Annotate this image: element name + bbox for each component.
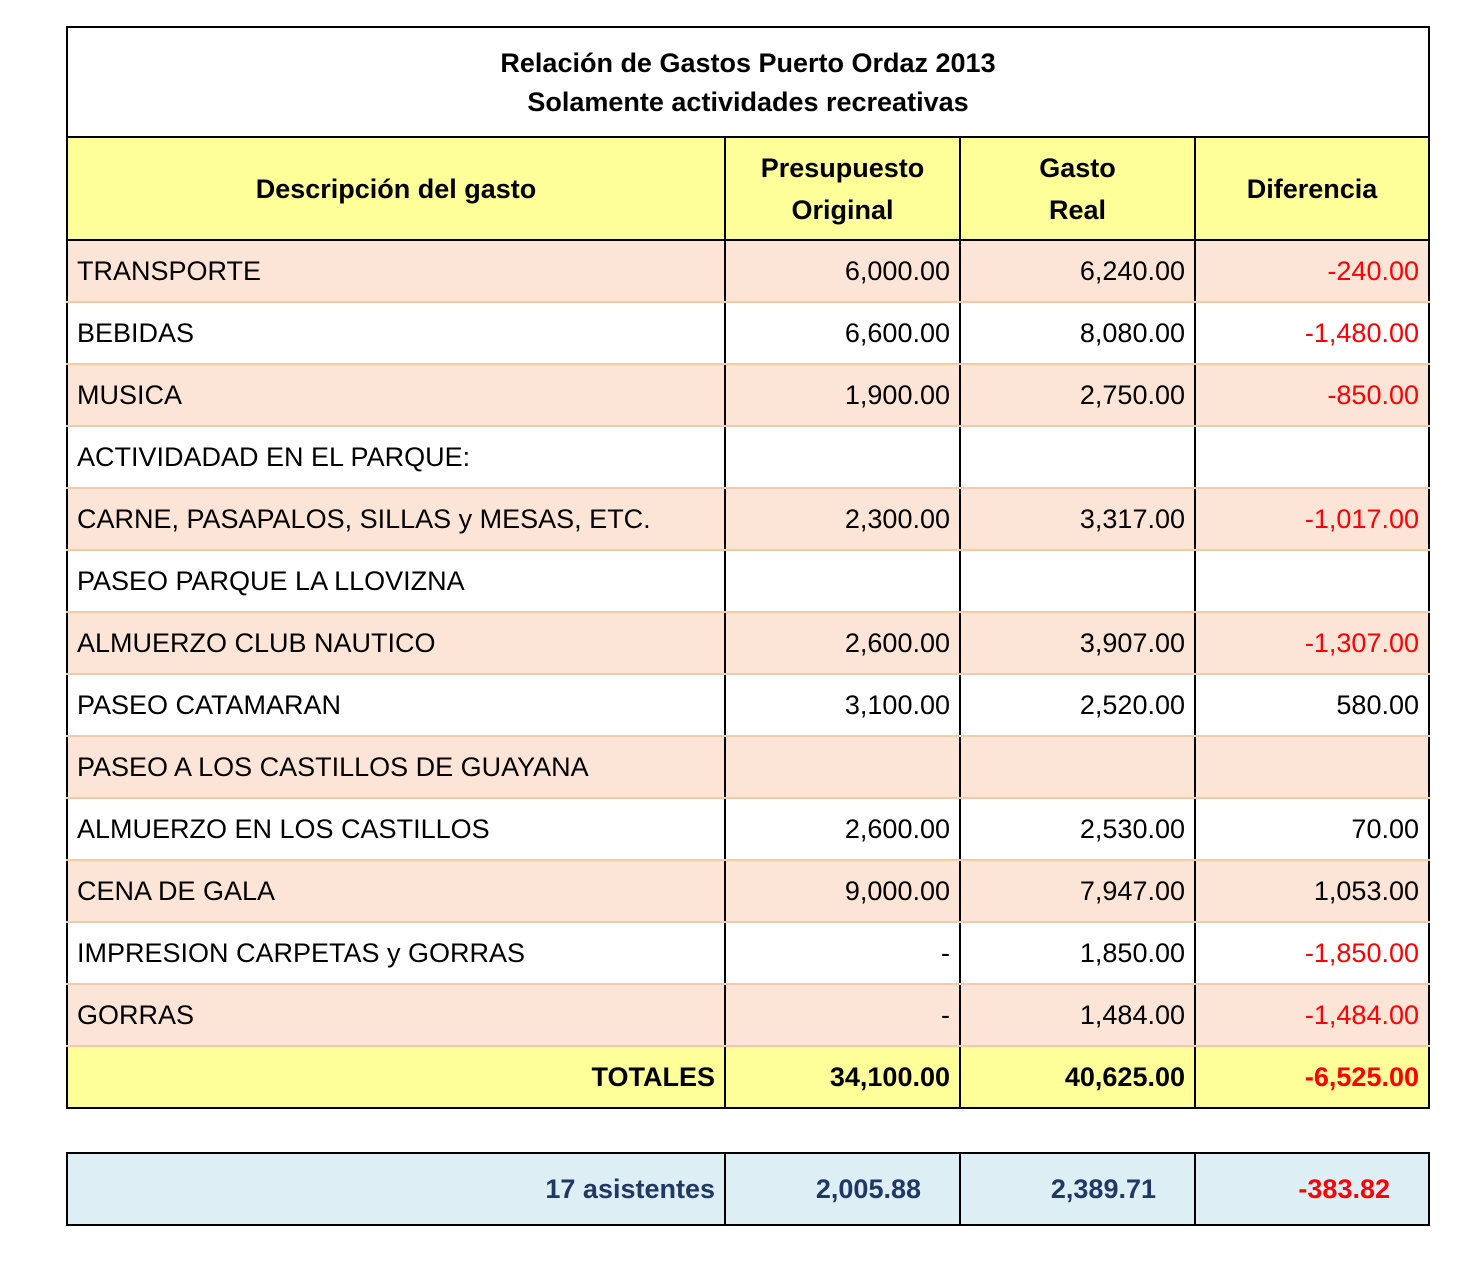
table-row xyxy=(67,302,1429,364)
row-budget xyxy=(725,550,960,612)
row-actual: 2,530.00 xyxy=(960,798,1195,860)
table-row xyxy=(67,488,1429,550)
row-budget: 9,000.00 xyxy=(725,860,960,922)
table-row xyxy=(67,674,1429,736)
row-actual xyxy=(960,736,1195,798)
row-description: PASEO CATAMARAN xyxy=(67,674,725,736)
row-budget: 2,300.00 xyxy=(725,488,960,550)
row-description: CENA DE GALA xyxy=(67,860,725,922)
title-row xyxy=(67,27,1429,83)
row-description: MUSICA xyxy=(67,364,725,426)
per-attendee-row xyxy=(67,1153,1429,1225)
row-description: BEBIDAS xyxy=(67,302,725,364)
row-description: PASEO A LOS CASTILLOS DE GUAYANA xyxy=(67,736,725,798)
totals-row xyxy=(67,1046,1429,1108)
subtitle-row xyxy=(67,83,1429,137)
row-actual: 6,240.00 xyxy=(960,240,1195,302)
header-actual-line1: Gasto xyxy=(1039,152,1116,183)
header-budget-line1: Presupuesto xyxy=(760,152,925,183)
row-difference xyxy=(1195,736,1429,798)
row-budget xyxy=(725,736,960,798)
row-budget: - xyxy=(725,922,960,984)
row-actual: 1,484.00 xyxy=(960,984,1195,1046)
expense-table xyxy=(66,26,1430,1109)
row-budget: 6,000.00 xyxy=(725,240,960,302)
per-attendee-label: 17 asistentes xyxy=(67,1153,725,1225)
sheet-title: Relación de Gastos Puerto Ordaz 2013 xyxy=(67,27,1429,83)
row-actual: 1,850.00 xyxy=(960,922,1195,984)
row-budget: 3,100.00 xyxy=(725,674,960,736)
header-actual xyxy=(960,137,1195,240)
table-row xyxy=(67,736,1429,798)
row-difference: -1,307.00 xyxy=(1195,612,1429,674)
row-difference: 1,053.00 xyxy=(1195,860,1429,922)
row-actual: 2,520.00 xyxy=(960,674,1195,736)
table-row xyxy=(67,364,1429,426)
row-budget xyxy=(725,426,960,488)
row-difference: -1,850.00 xyxy=(1195,922,1429,984)
row-budget: 6,600.00 xyxy=(725,302,960,364)
header-description: Descripción del gasto xyxy=(67,137,725,240)
totals-actual: 40,625.00 xyxy=(960,1046,1195,1108)
row-description: CARNE, PASAPALOS, SILLAS y MESAS, ETC. xyxy=(67,488,725,550)
row-description: PASEO PARQUE LA LLOVIZNA xyxy=(67,550,725,612)
row-budget: 2,600.00 xyxy=(725,612,960,674)
row-description: GORRAS xyxy=(67,984,725,1046)
sheet-subtitle: Solamente actividades recreativas xyxy=(67,83,1429,137)
table-row xyxy=(67,550,1429,612)
row-description: ACTIVIDADAD EN EL PARQUE: xyxy=(67,426,725,488)
per-attendee-actual: 2,389.71 xyxy=(960,1153,1195,1225)
totals-difference: -6,525.00 xyxy=(1195,1046,1429,1108)
totals-label: TOTALES xyxy=(67,1046,725,1108)
row-difference xyxy=(1195,426,1429,488)
row-actual: 3,317.00 xyxy=(960,488,1195,550)
row-difference xyxy=(1195,550,1429,612)
row-difference: -240.00 xyxy=(1195,240,1429,302)
row-description: ALMUERZO EN LOS CASTILLOS xyxy=(67,798,725,860)
header-budget xyxy=(725,137,960,240)
row-difference: -1,480.00 xyxy=(1195,302,1429,364)
row-description: TRANSPORTE xyxy=(67,240,725,302)
row-difference: 70.00 xyxy=(1195,798,1429,860)
table-row xyxy=(67,612,1429,674)
header-difference: Diferencia xyxy=(1195,137,1429,240)
table-row xyxy=(67,240,1429,302)
row-difference: -1,484.00 xyxy=(1195,984,1429,1046)
table-row xyxy=(67,922,1429,984)
row-actual xyxy=(960,426,1195,488)
table-row xyxy=(67,798,1429,860)
row-description: IMPRESION CARPETAS y GORRAS xyxy=(67,922,725,984)
expense-sheet xyxy=(66,26,1428,1109)
row-description: ALMUERZO CLUB NAUTICO xyxy=(67,612,725,674)
totals-budget: 34,100.00 xyxy=(725,1046,960,1108)
row-difference: -850.00 xyxy=(1195,364,1429,426)
header-actual-line2: Real xyxy=(1048,194,1107,225)
expense-rows xyxy=(67,240,1429,1046)
table-row xyxy=(67,984,1429,1046)
per-attendee-box xyxy=(66,1152,1430,1226)
row-actual: 8,080.00 xyxy=(960,302,1195,364)
row-actual: 7,947.00 xyxy=(960,860,1195,922)
table-row xyxy=(67,426,1429,488)
row-budget: - xyxy=(725,984,960,1046)
header-budget-line2: Original xyxy=(791,194,894,225)
row-actual: 2,750.00 xyxy=(960,364,1195,426)
per-attendee-budget: 2,005.88 xyxy=(725,1153,960,1225)
table-row xyxy=(67,860,1429,922)
row-difference: 580.00 xyxy=(1195,674,1429,736)
header-row xyxy=(67,137,1429,240)
row-actual: 3,907.00 xyxy=(960,612,1195,674)
per-attendee-table xyxy=(66,1152,1430,1226)
per-attendee-difference: -383.82 xyxy=(1195,1153,1429,1225)
row-budget: 2,600.00 xyxy=(725,798,960,860)
row-difference: -1,017.00 xyxy=(1195,488,1429,550)
row-budget: 1,900.00 xyxy=(725,364,960,426)
row-actual xyxy=(960,550,1195,612)
